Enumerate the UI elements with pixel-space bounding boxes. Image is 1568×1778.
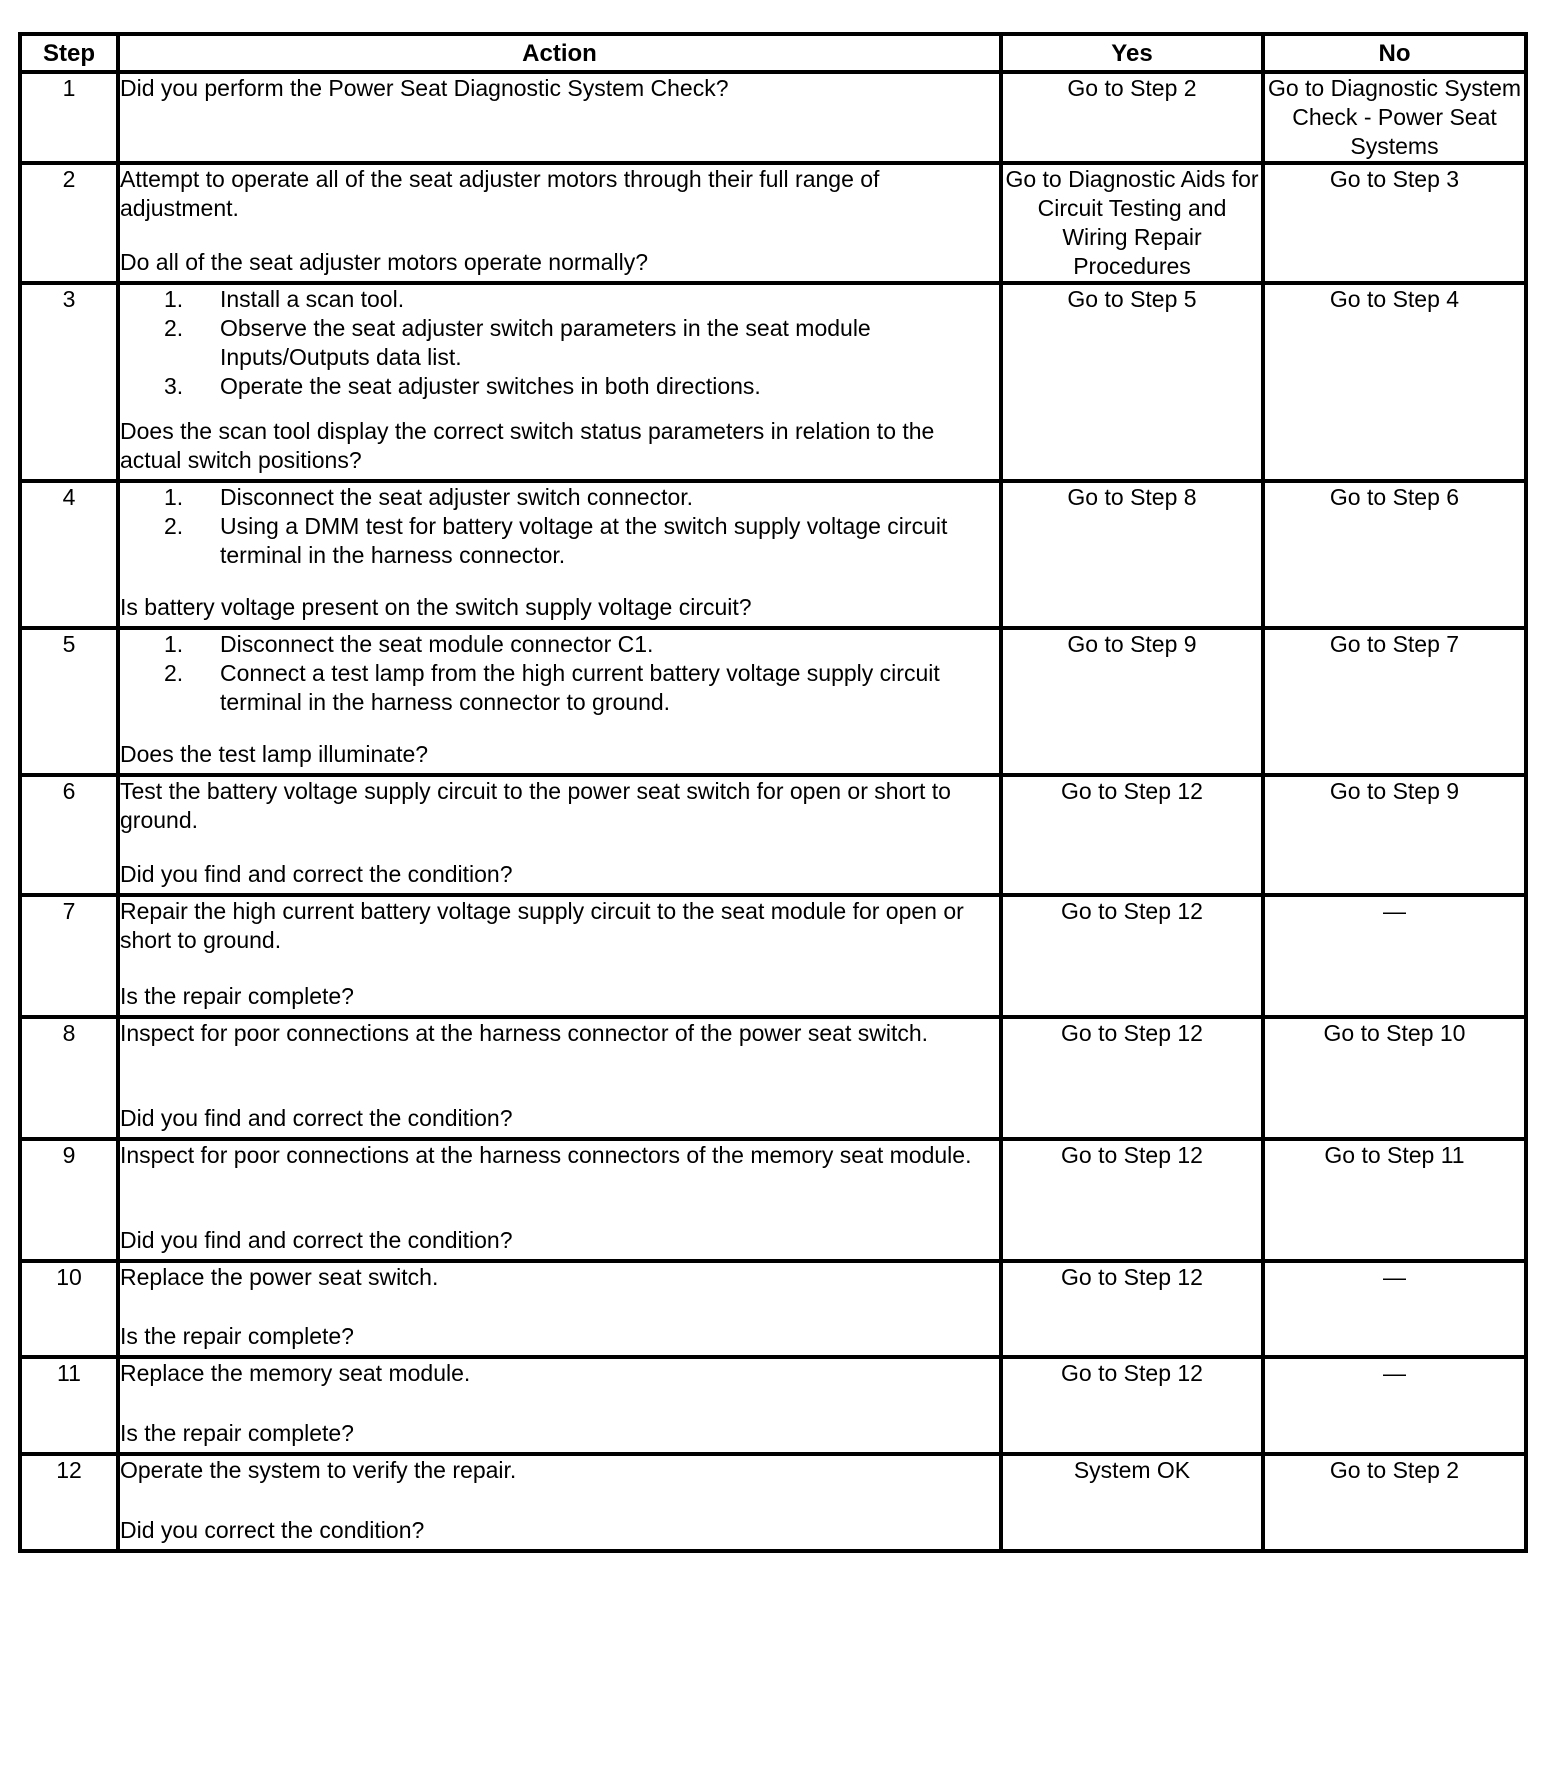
action-instructions <box>120 1263 999 1292</box>
substep-list <box>120 630 999 717</box>
action-text: Replace the power seat switch. <box>120 1264 439 1290</box>
yes-result: Go to Step 5 <box>1001 283 1263 481</box>
action-question <box>120 1419 999 1448</box>
step-number: 7 <box>20 895 118 1017</box>
action-question <box>120 248 999 277</box>
no-result: — <box>1263 895 1526 1017</box>
action-question <box>120 860 999 889</box>
action-question <box>120 417 999 475</box>
action-text: Test the battery voltage supply circuit to the power seat switch for open or short to ground. <box>120 778 951 833</box>
action-instructions <box>120 630 999 717</box>
action-cell <box>118 481 1001 628</box>
action-question-text: Does the test lamp illuminate? <box>120 741 429 767</box>
action-question <box>120 740 999 769</box>
action-instructions <box>120 74 999 103</box>
action-cell <box>118 895 1001 1017</box>
action-cell <box>118 1454 1001 1551</box>
no-result: Go to Step 2 <box>1263 1454 1526 1551</box>
action-question-text: Does the scan tool display the correct switch status parameters in relation to the actual switch positions? <box>120 418 935 473</box>
table-row-step-10 <box>20 1261 1526 1357</box>
action-question-text: Did you find and correct the condition? <box>120 1227 513 1253</box>
step-number: 10 <box>20 1261 118 1357</box>
action-question-text: Did you find and correct the condition? <box>120 861 513 887</box>
yes-result: Go to Step 2 <box>1001 72 1263 163</box>
action-instructions <box>120 285 999 401</box>
action-question-text: Do all of the seat adjuster motors operate normally? <box>120 249 648 275</box>
action-question-text: Is the repair complete? <box>120 1420 354 1446</box>
table-body <box>20 72 1526 1551</box>
yes-result: System OK <box>1001 1454 1263 1551</box>
substep-item: Install a scan tool. <box>220 286 405 312</box>
table-row-step-2 <box>20 163 1526 283</box>
step-number: 11 <box>20 1357 118 1454</box>
action-instructions <box>120 483 999 570</box>
substep-list <box>120 285 999 401</box>
yes-result: Go to Step 12 <box>1001 1261 1263 1357</box>
action-cell <box>118 283 1001 481</box>
action-text: Attempt to operate all of the seat adjuster motors through their full range of adjustment. <box>120 166 880 221</box>
action-text: Inspect for poor connections at the harness connector of the power seat switch. <box>120 1020 929 1046</box>
no-result: — <box>1263 1261 1526 1357</box>
action-instructions <box>120 897 999 955</box>
action-cell <box>118 1139 1001 1261</box>
no-result: Go to Step 10 <box>1263 1017 1526 1139</box>
yes-result: Go to Step 9 <box>1001 628 1263 775</box>
header-no: No <box>1263 34 1526 72</box>
substep-item: Using a DMM test for battery voltage at the switch supply voltage circuit terminal in the harness connector. <box>220 513 948 568</box>
diagnostic-table <box>18 32 1528 1553</box>
action-instructions <box>120 1456 999 1485</box>
step-number: 5 <box>20 628 118 775</box>
action-cell <box>118 1261 1001 1357</box>
step-number: 1 <box>20 72 118 163</box>
no-result: Go to Step 7 <box>1263 628 1526 775</box>
action-cell <box>118 775 1001 895</box>
no-result: Go to Step 9 <box>1263 775 1526 895</box>
no-result: — <box>1263 1357 1526 1454</box>
table-row-step-11 <box>20 1357 1526 1454</box>
action-text: Inspect for poor connections at the harness connectors of the memory seat module. <box>120 1142 972 1168</box>
table-row-step-4 <box>20 481 1526 628</box>
header-yes: Yes <box>1001 34 1263 72</box>
action-question <box>120 1104 999 1133</box>
no-result: Go to Diagnostic System Check - Power Seat Systems <box>1263 72 1526 163</box>
substep-item: Operate the seat adjuster switches in both directions. <box>220 373 761 399</box>
yes-result: Go to Diagnostic Aids for Circuit Testing and Wiring Repair Procedures <box>1001 163 1263 283</box>
action-instructions <box>120 1019 999 1048</box>
yes-result: Go to Step 12 <box>1001 775 1263 895</box>
no-result: Go to Step 4 <box>1263 283 1526 481</box>
yes-result: Go to Step 12 <box>1001 1357 1263 1454</box>
action-question-text: Did you correct the condition? <box>120 1517 425 1543</box>
yes-result: Go to Step 12 <box>1001 1139 1263 1261</box>
step-number: 9 <box>20 1139 118 1261</box>
step-number: 2 <box>20 163 118 283</box>
table-row-step-12 <box>20 1454 1526 1551</box>
action-cell <box>118 1017 1001 1139</box>
action-cell <box>118 163 1001 283</box>
header-row <box>20 34 1526 72</box>
substep-list <box>120 483 999 570</box>
action-question <box>120 1516 999 1545</box>
yes-result: Go to Step 12 <box>1001 895 1263 1017</box>
no-result: Go to Step 6 <box>1263 481 1526 628</box>
action-cell <box>118 1357 1001 1454</box>
step-number: 3 <box>20 283 118 481</box>
action-text: Did you perform the Power Seat Diagnostic System Check? <box>120 75 729 101</box>
step-number: 8 <box>20 1017 118 1139</box>
step-number: 4 <box>20 481 118 628</box>
action-question <box>120 1322 999 1351</box>
substep-item: Disconnect the seat module connector C1. <box>220 631 654 657</box>
no-result: Go to Step 3 <box>1263 163 1526 283</box>
yes-result: Go to Step 8 <box>1001 481 1263 628</box>
action-instructions <box>120 777 999 835</box>
table-row-step-3 <box>20 283 1526 481</box>
action-question <box>120 1226 999 1255</box>
action-instructions <box>120 165 999 223</box>
table-row-step-5 <box>20 628 1526 775</box>
action-text: Replace the memory seat module. <box>120 1360 471 1386</box>
table-row-step-7 <box>20 895 1526 1017</box>
yes-result: Go to Step 12 <box>1001 1017 1263 1139</box>
header-action: Action <box>118 34 1001 72</box>
substep-item: Connect a test lamp from the high current battery voltage supply circuit terminal in the harness connector to ground. <box>220 660 940 715</box>
action-question <box>120 593 999 622</box>
substep-item: Observe the seat adjuster switch parameters in the seat module Inputs/Outputs data list. <box>220 315 871 370</box>
action-question-text: Did you find and correct the condition? <box>120 1105 513 1131</box>
action-question-text: Is battery voltage present on the switch supply voltage circuit? <box>120 594 752 620</box>
action-question <box>120 982 999 1011</box>
table-row-step-8 <box>20 1017 1526 1139</box>
action-instructions <box>120 1141 999 1170</box>
header-step: Step <box>20 34 118 72</box>
action-cell <box>118 628 1001 775</box>
no-result: Go to Step 11 <box>1263 1139 1526 1261</box>
action-instructions <box>120 1359 999 1388</box>
action-cell <box>118 72 1001 163</box>
action-question-text: Is the repair complete? <box>120 1323 354 1349</box>
action-question-text: Is the repair complete? <box>120 983 354 1009</box>
step-number: 6 <box>20 775 118 895</box>
substep-item: Disconnect the seat adjuster switch connector. <box>220 484 694 510</box>
table-row-step-1 <box>20 72 1526 163</box>
table-row-step-6 <box>20 775 1526 895</box>
table-row-step-9 <box>20 1139 1526 1261</box>
action-text: Repair the high current battery voltage supply circuit to the seat module for open or short to ground. <box>120 898 964 953</box>
action-text: Operate the system to verify the repair. <box>120 1457 517 1483</box>
diagnostic-table-container <box>18 32 1524 1553</box>
step-number: 12 <box>20 1454 118 1551</box>
